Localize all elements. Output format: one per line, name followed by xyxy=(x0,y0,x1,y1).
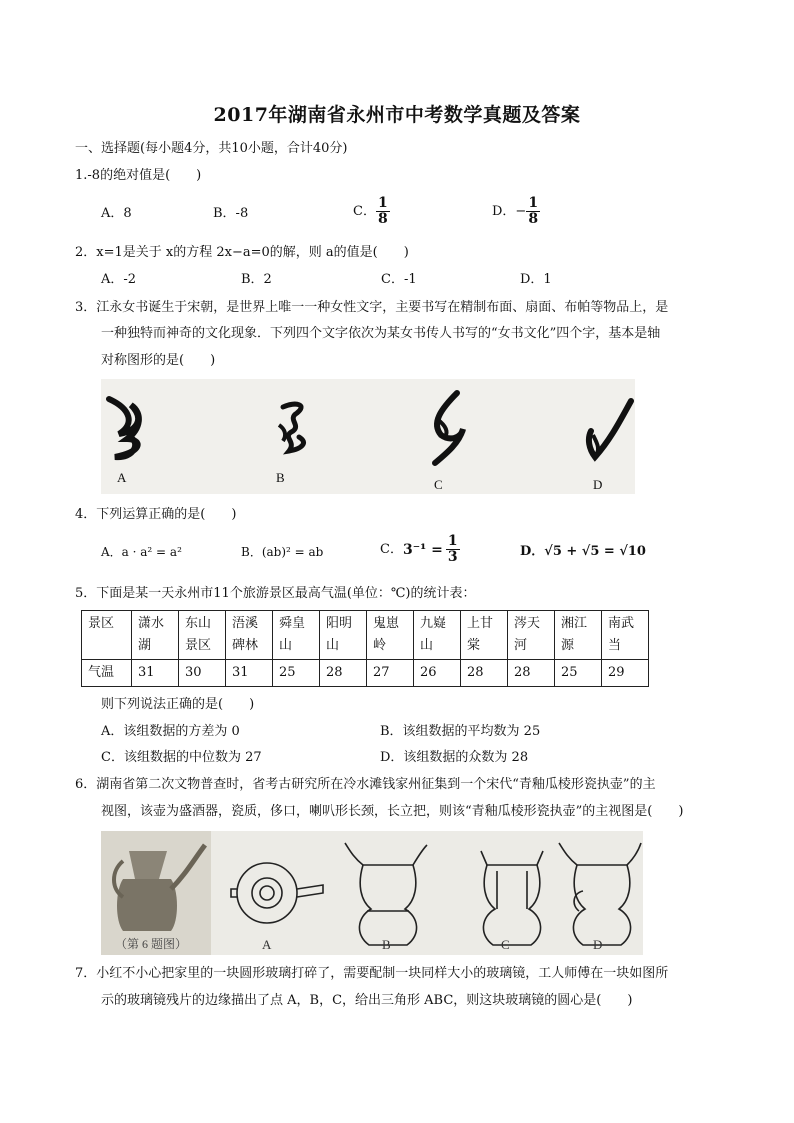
table-cell: 25 xyxy=(273,660,320,687)
header-text: 山 xyxy=(326,638,340,653)
header-text: 浯溪 xyxy=(232,616,259,631)
q5-option-d: D．该组数据的众数为 28 xyxy=(380,750,529,765)
teapot-view-a xyxy=(231,863,323,923)
header-text: 湖 xyxy=(138,638,152,653)
teapot-view-d xyxy=(559,843,641,945)
table-header-cell xyxy=(555,611,602,660)
header-text: 棠 xyxy=(467,638,481,653)
q6-figure-caption: （第 6 题图） xyxy=(115,937,188,951)
header-text: 当 xyxy=(608,638,622,653)
q2-option-d: D．1 xyxy=(520,272,552,287)
table-header-cell xyxy=(414,611,461,660)
table-cell: 25 xyxy=(555,660,602,687)
q1-stem: 1.-8的绝对值是( ) xyxy=(75,168,202,183)
table-row-label: 气温 xyxy=(82,660,132,687)
table-cell: 27 xyxy=(367,660,414,687)
table-header-cell xyxy=(82,611,132,660)
teapot-view-b xyxy=(345,843,427,945)
header-text: 源 xyxy=(561,638,575,653)
header-text: 九嶷 xyxy=(420,616,447,631)
table-header-cell xyxy=(367,611,414,660)
q3-stem-line3: 对称图形的是( ) xyxy=(101,353,216,368)
table-cell: 28 xyxy=(320,660,367,687)
q6-figure xyxy=(101,831,643,955)
table-cell: 31 xyxy=(226,660,273,687)
header-text: 东山 xyxy=(185,616,212,631)
fraction-numerator: 1 xyxy=(447,533,458,549)
header-text: 景区 xyxy=(88,616,115,631)
q4-option-c-label: C． xyxy=(380,541,403,557)
table-header-cell xyxy=(179,611,226,660)
q3-stem-line1: 3．江永女书诞生于宋朝，是世界上唯一一种女性文字，主要书写在精制布面、扇面、布帕等物品上，是 xyxy=(75,300,669,315)
q7-stem-line2: 示的玻璃镜残片的边缘描出了点 A，B，C，给出三角形 ABC，则这块玻璃镜的圆心是( ) xyxy=(101,993,633,1008)
teapot-view-c xyxy=(481,851,543,945)
q6-label-d: D xyxy=(593,937,603,952)
q1-option-c-label: C． xyxy=(353,203,376,219)
q1-option-a: A．8 xyxy=(101,206,132,221)
q1-option-d-fraction xyxy=(526,196,540,227)
temperature-table xyxy=(81,610,649,687)
table-header-cell xyxy=(508,611,555,660)
q5-option-a: A．该组数据的方差为 0 xyxy=(101,724,240,739)
q1-option-b: B．-8 xyxy=(213,206,249,221)
table-cell: 28 xyxy=(508,660,555,687)
nushu-characters-image xyxy=(101,379,635,494)
q5-stem: 5．下面是某一天永州市11个旅游景区最高气温(单位：℃)的统计表： xyxy=(75,586,476,601)
q1-option-d-label: D．− xyxy=(492,203,527,219)
q6-label-a: A xyxy=(262,937,272,952)
header-text: 舜皇 xyxy=(279,616,306,631)
q1-option-c-fraction xyxy=(376,196,390,227)
q6-stem-line1: 6．湖南省第二次文物普查时，省考古研究所在冷水滩钱家州征集到一个宋代“青釉瓜棱形瓷执壶”的主 xyxy=(75,777,656,792)
q5-option-c: C．该组数据的中位数为 27 xyxy=(101,750,262,765)
q4-option-c-expression: 3⁻¹ = xyxy=(402,541,443,558)
q3-stem-line2: 一种独特而神奇的文化现象．下列四个文字依次为某女书传人书写的“女书文化”四个字，基本是轴 xyxy=(101,326,661,341)
header-text: 南武 xyxy=(608,616,635,631)
table-header-cell xyxy=(132,611,179,660)
q2-stem: 2．x=1是关于 x的方程 2x−a=0的解，则 a的值是( ) xyxy=(75,245,409,260)
q5-follow: 则下列说法正确的是( ) xyxy=(101,697,255,712)
table-header-cell xyxy=(226,611,273,660)
q6-stem-line2: 视图，该壶为盛酒器，瓷质，侈口，喇叭形长颈，长立把，则该“青釉瓜棱形瓷执壶”的主视图是( ) xyxy=(101,804,684,819)
table-header-cell xyxy=(602,611,649,660)
table-header-cell xyxy=(320,611,367,660)
q5-option-b: B．该组数据的平均数为 25 xyxy=(380,724,541,739)
q2-option-b: B．2 xyxy=(241,272,272,287)
header-text: 碑林 xyxy=(232,638,259,653)
q3-label-a: A xyxy=(117,470,127,485)
header-text: 景区 xyxy=(185,638,212,653)
q4-stem: 4．下列运算正确的是( ) xyxy=(75,507,237,522)
table-cell: 26 xyxy=(414,660,461,687)
fraction-denominator: 3 xyxy=(447,549,458,565)
header-text: 上甘 xyxy=(467,616,494,631)
header-text: 湘江 xyxy=(561,616,588,631)
q1-option-d xyxy=(492,196,540,227)
q4-option-d: D．√5 + √5 = √10 xyxy=(520,544,646,559)
header-text: 潇水 xyxy=(138,616,165,631)
q3-label-b: B xyxy=(276,470,285,485)
table-cell: 31 xyxy=(132,660,179,687)
header-text: 阳明 xyxy=(326,616,353,631)
fraction-denominator: 8 xyxy=(528,211,539,227)
q3-label-d: D xyxy=(593,477,603,492)
table-cell: 29 xyxy=(602,660,649,687)
q6-label-b: B xyxy=(382,937,391,952)
header-text: 岭 xyxy=(373,638,387,653)
q4-option-c-fraction xyxy=(446,534,460,565)
header-text: 河 xyxy=(514,638,528,653)
q2-option-a: A．-2 xyxy=(101,272,137,287)
q3-figure xyxy=(101,379,635,494)
fraction-numerator: 1 xyxy=(377,195,388,211)
q3-label-c: C xyxy=(434,477,443,492)
fraction-numerator: 1 xyxy=(528,195,539,211)
table-header-cell xyxy=(273,611,320,660)
q6-label-c: C xyxy=(501,937,510,952)
q2-option-c: C．-1 xyxy=(381,272,417,287)
header-text: 山 xyxy=(279,638,293,653)
q4-option-b: B．(ab)² = ab xyxy=(241,545,324,559)
q4-option-a: A．a · a² = a² xyxy=(101,545,182,559)
page-title: 2017年湖南省永州市中考数学真题及答案 xyxy=(213,104,581,126)
header-text: 山 xyxy=(420,638,434,653)
table-header-cell xyxy=(461,611,508,660)
table-header-row xyxy=(82,611,649,660)
table-cell: 30 xyxy=(179,660,226,687)
fraction-denominator: 8 xyxy=(377,211,388,227)
q7-stem-line1: 7．小红不小心把家里的一块圆形玻璃打碎了，需要配制一块同样大小的玻璃镜，工人师傅在一块如图所 xyxy=(75,966,669,981)
header-text: 鬼崽 xyxy=(373,616,400,631)
table-row xyxy=(82,660,649,687)
q4-option-c xyxy=(380,534,460,565)
section-heading: 一、选择题(每小题4分，共10小题，合计40分) xyxy=(75,141,348,156)
header-text: 涔天 xyxy=(514,616,541,631)
table-cell: 28 xyxy=(461,660,508,687)
q1-option-c xyxy=(353,196,390,227)
